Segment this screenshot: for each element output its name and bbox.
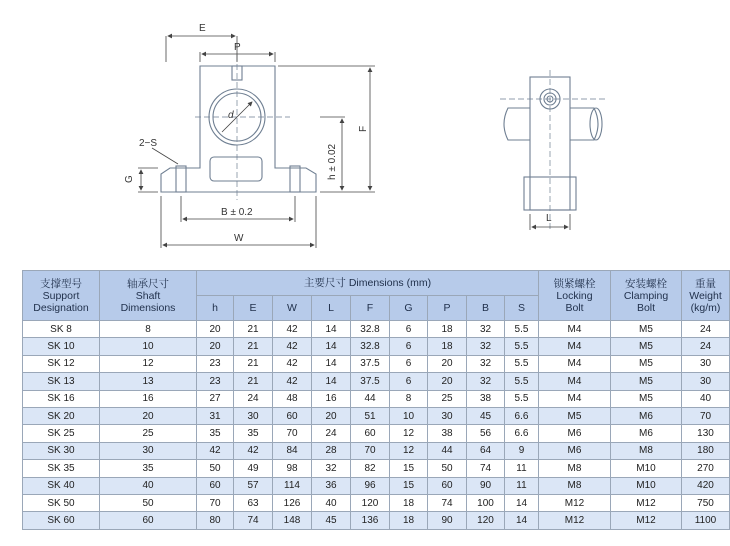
table-cell: 42 [273,338,312,355]
table-cell: M6 [539,425,611,442]
table-cell: 28 [312,442,351,459]
table-cell: 20 [197,321,234,338]
table-cell: 11 [505,477,539,494]
table-cell: 60 [428,477,467,494]
table-cell: 100 [467,494,505,511]
table-cell: 50 [428,460,467,477]
table-cell: 90 [428,512,467,529]
table-cell: 6 [390,321,428,338]
table-cell: 16 [100,390,197,407]
table-cell: M10 [611,460,682,477]
table-cell: 114 [273,477,312,494]
label-s: 2−S [139,138,158,149]
table-cell: 14 [312,321,351,338]
table-cell: 130 [682,425,730,442]
table-cell: SK 25 [23,425,100,442]
table-cell: 48 [273,390,312,407]
table-cell: 24 [682,321,730,338]
table-cell: 32.8 [351,338,390,355]
table-cell: M12 [539,512,611,529]
table-cell: 70 [273,425,312,442]
table-cell: 20 [428,373,467,390]
table-cell: 12 [100,355,197,372]
table-cell: M8 [539,477,611,494]
table-cell: 60 [273,407,312,424]
table-cell: 32 [467,338,505,355]
table-cell: 30 [682,373,730,390]
table-cell: 13 [100,373,197,390]
label-b: B ± 0.2 [221,207,253,218]
table-cell: SK 30 [23,442,100,459]
table-row [23,442,730,459]
table-cell: 74 [234,512,273,529]
table-cell: M8 [539,460,611,477]
table-cell: M12 [611,512,682,529]
table-cell: 38 [467,390,505,407]
table-cell: 25 [100,425,197,442]
table-cell: 35 [100,460,197,477]
table-cell: 70 [197,494,234,511]
header-b: B [467,296,505,321]
table-row [23,512,730,529]
dimension-labels [124,23,552,244]
front-view [161,66,316,192]
table-cell: SK 40 [23,477,100,494]
table-cell: 5.5 [505,355,539,372]
table-cell: 45 [312,512,351,529]
table-cell: SK 13 [23,373,100,390]
table-cell: 21 [234,373,273,390]
table-cell: 42 [273,373,312,390]
label-l: L [546,213,552,224]
table-cell: 96 [351,477,390,494]
table-cell: 16 [312,390,351,407]
label-p: P [234,42,241,53]
table-cell: 51 [351,407,390,424]
table-cell: M12 [539,494,611,511]
table-cell: M10 [611,477,682,494]
header-h: h [197,296,234,321]
table-row [23,338,730,355]
table-cell: 8 [100,321,197,338]
table-row [23,425,730,442]
header-p: P [428,296,467,321]
table-cell: SK 10 [23,338,100,355]
table-cell: 60 [351,425,390,442]
table-cell: 120 [467,512,505,529]
dimension-lines [138,36,375,248]
table-cell: 5.5 [505,321,539,338]
table-cell: 180 [682,442,730,459]
table-cell: 63 [234,494,273,511]
table-cell: 57 [234,477,273,494]
header-e: E [234,296,273,321]
table-cell: 42 [273,355,312,372]
table-cell: 20 [100,407,197,424]
table-cell: 98 [273,460,312,477]
table-cell: 74 [428,494,467,511]
header-w: W [273,296,312,321]
table-cell: 14 [312,355,351,372]
table-row [23,407,730,424]
table-cell: 21 [234,338,273,355]
table-cell: SK 8 [23,321,100,338]
table-cell: 24 [234,390,273,407]
table-cell: 38 [428,425,467,442]
label-g: G [124,175,135,183]
table-cell: M5 [611,373,682,390]
table-cell: 5.5 [505,338,539,355]
table-cell: 30 [100,442,197,459]
table-cell: 12 [390,442,428,459]
table-cell: 56 [467,425,505,442]
table-cell: M12 [611,494,682,511]
header-clamping-bolt: 安装螺栓 Clamping Bolt [611,271,682,321]
table-body [23,321,730,530]
table-cell: M4 [539,390,611,407]
table-cell: 49 [234,460,273,477]
header-locking-bolt: 锁紧螺栓 Locking Bolt [539,271,611,321]
table-cell: 21 [234,355,273,372]
table-cell: 18 [428,338,467,355]
table-cell: 70 [351,442,390,459]
table-cell: 18 [390,512,428,529]
header-main-dimensions: 主要尺寸 Dimensions (mm) [197,271,539,296]
table-cell: 420 [682,477,730,494]
table-cell: M6 [611,407,682,424]
table-cell: 31 [197,407,234,424]
header-l: L [312,296,351,321]
table-cell: SK 60 [23,512,100,529]
table-cell: 23 [197,373,234,390]
table-cell: 42 [273,321,312,338]
table-cell: 82 [351,460,390,477]
table-cell: 18 [428,321,467,338]
table-cell: 12 [390,425,428,442]
table-cell: 270 [682,460,730,477]
table-cell: 750 [682,494,730,511]
header-g: G [390,296,428,321]
table-cell: 30 [682,355,730,372]
table-cell: 6.6 [505,425,539,442]
table-cell: 21 [234,321,273,338]
table-cell: 32.8 [351,321,390,338]
table-cell: 5.5 [505,390,539,407]
label-e: E [199,23,206,34]
table-cell: 40 [682,390,730,407]
table-cell: 24 [682,338,730,355]
table-cell: 9 [505,442,539,459]
table-cell: M4 [539,355,611,372]
table-cell: 45 [467,407,505,424]
table-cell: 10 [390,407,428,424]
table-cell: 6 [390,373,428,390]
label-f: F [358,125,369,132]
table-cell: 24 [312,425,351,442]
table-cell: 148 [273,512,312,529]
table-cell: 32 [467,321,505,338]
table-cell: 40 [100,477,197,494]
side-view [504,77,602,210]
table-cell: 14 [312,338,351,355]
header-f: F [351,296,390,321]
table-cell: 50 [100,494,197,511]
table-cell: 25 [428,390,467,407]
table-cell: 20 [312,407,351,424]
table-cell: 11 [505,460,539,477]
header-weight: 重量 Weight (kg/m) [682,271,730,321]
table-cell: 120 [351,494,390,511]
table-cell: M5 [611,338,682,355]
table-row [23,321,730,338]
table-cell: 15 [390,460,428,477]
table-cell: M4 [539,373,611,390]
table-cell: SK 20 [23,407,100,424]
table-cell: 20 [428,355,467,372]
table-cell: 84 [273,442,312,459]
header-s: S [505,296,539,321]
table-cell: 44 [428,442,467,459]
table-cell: 35 [234,425,273,442]
table-cell: 30 [428,407,467,424]
table-cell: 10 [100,338,197,355]
table-cell: M8 [611,442,682,459]
table-cell: 44 [351,390,390,407]
label-h: h ± 0.02 [327,143,338,180]
table-row [23,460,730,477]
table-cell: 42 [197,442,234,459]
table-cell: 50 [197,460,234,477]
table-cell: 36 [312,477,351,494]
table-cell: 70 [682,407,730,424]
table-cell: M6 [539,442,611,459]
table-cell: 18 [390,494,428,511]
table-cell: 8 [390,390,428,407]
table-cell: 60 [197,477,234,494]
label-d: d [228,110,234,121]
table-cell: 35 [197,425,234,442]
table-cell: 6 [390,355,428,372]
table-row [23,373,730,390]
table-cell: 90 [467,477,505,494]
table-cell: 32 [312,460,351,477]
table-row [23,390,730,407]
table-cell: 32 [467,355,505,372]
header-shaft-dimensions: 轴承尺寸 Shaft Dimensions [100,271,197,321]
table-cell: 23 [197,355,234,372]
table-cell: SK 35 [23,460,100,477]
table-cell: 30 [234,407,273,424]
table-row [23,355,730,372]
table-cell: 80 [197,512,234,529]
table-cell: SK 12 [23,355,100,372]
technical-drawing [0,0,730,262]
table-cell: 74 [467,460,505,477]
table-cell: 40 [312,494,351,511]
table-cell: 64 [467,442,505,459]
table-cell: 5.5 [505,373,539,390]
label-w: W [234,233,244,244]
table-cell: 14 [505,512,539,529]
table-cell: 20 [197,338,234,355]
table-cell: 37.5 [351,355,390,372]
table-cell: 136 [351,512,390,529]
table-cell: M5 [611,355,682,372]
side-view-centerlines [500,70,605,232]
table-cell: 14 [505,494,539,511]
table-cell: 126 [273,494,312,511]
table-cell: 6.6 [505,407,539,424]
header-support-designation: 支撑型号 Support Designation [23,271,100,321]
specification-table [22,270,730,530]
table-row [23,494,730,511]
table-cell: 15 [390,477,428,494]
table-cell: SK 16 [23,390,100,407]
table-cell: M5 [539,407,611,424]
table-cell: 6 [390,338,428,355]
table-cell: M4 [539,338,611,355]
table-cell: M5 [611,390,682,407]
table-cell: SK 50 [23,494,100,511]
table-cell: M6 [611,425,682,442]
table-cell: M4 [539,321,611,338]
table-cell: 60 [100,512,197,529]
table-cell: 14 [312,373,351,390]
table-cell: 42 [234,442,273,459]
table-row [23,477,730,494]
table-cell: 37.5 [351,373,390,390]
table-cell: 32 [467,373,505,390]
table-cell: 1100 [682,512,730,529]
table-cell: M5 [611,321,682,338]
table-cell: 27 [197,390,234,407]
